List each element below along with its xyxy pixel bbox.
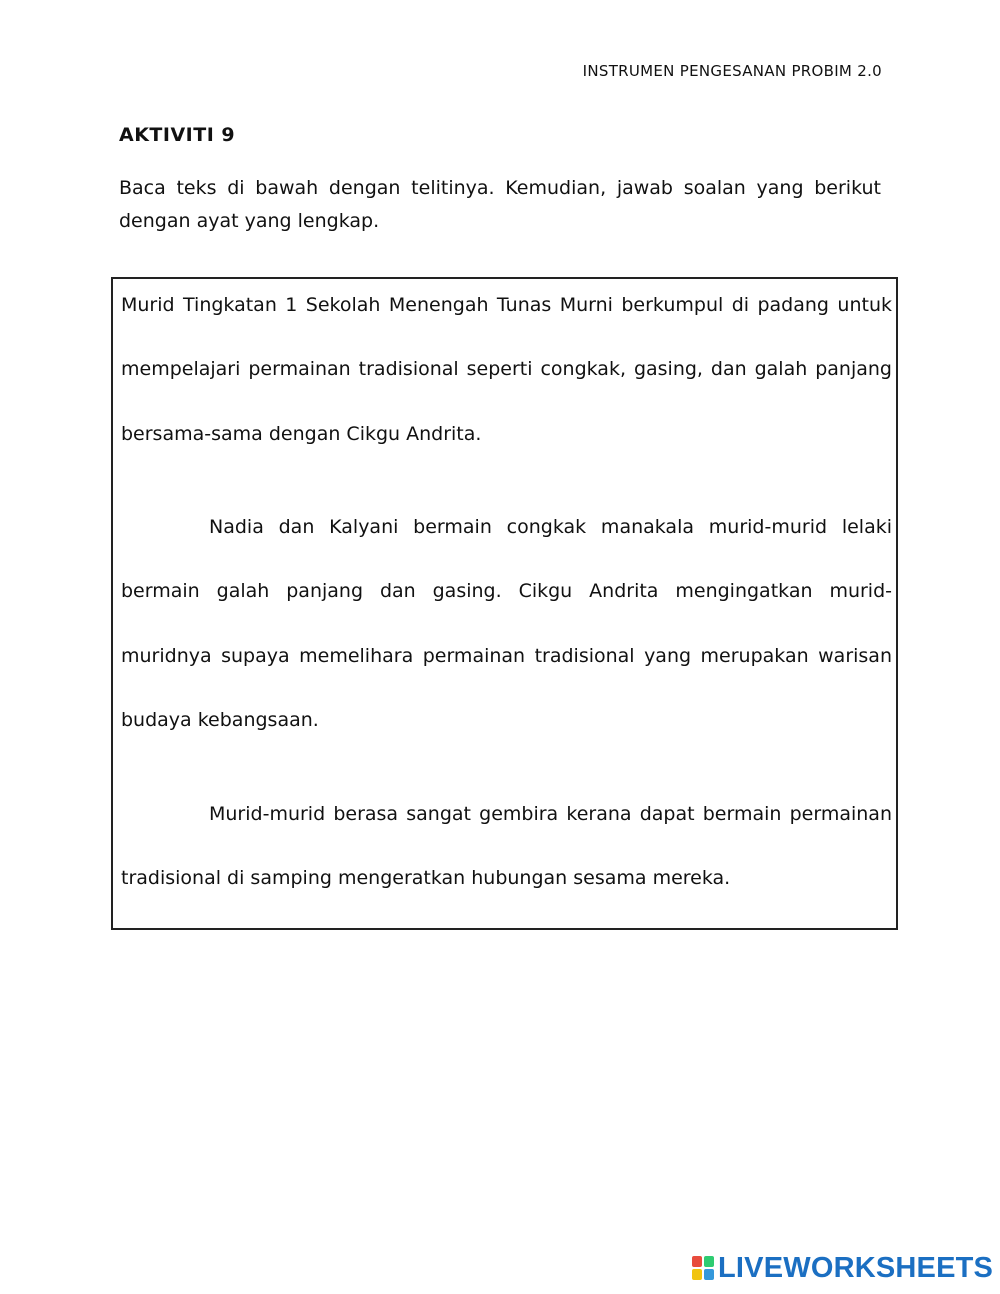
- passage-box: [111, 277, 898, 930]
- activity-title: AKTIVITI 9: [119, 124, 236, 146]
- passage-paragraph-1: Murid Tingkatan 1 Sekolah Menengah Tunas Murni berkumpul di padang untuk mempelajari permainan tradisional seperti congkak, gasing, dan galah panjang bersama-sama dengan Cikgu Andrita.: [121, 294, 892, 445]
- passage-paragraph-3: Murid-murid berasa sangat gembira kerana dapat bermain permainan tradisional di samping mengeratkan hubungan sesama mereka.: [121, 803, 892, 890]
- activity-instruction: Baca teks di bawah dengan telitinya. Kemudian, jawab soalan yang berikut dengan ayat yang lengkap.: [119, 177, 881, 232]
- liveworksheets-logo-icon: [692, 1256, 714, 1280]
- brand-name: LIVEWORKSHEETS: [718, 1251, 994, 1284]
- logo-block-red: [692, 1256, 702, 1267]
- passage-paragraph-2: Nadia dan Kalyani bermain congkak manakala murid-murid lelaki bermain galah panjang dan gasing. Cikgu Andrita mengingatkan murid-muridnya supaya memelihara permainan tradisional yang merupakan warisan budaya kebangsaan.: [121, 516, 892, 731]
- logo-block-green: [704, 1256, 714, 1267]
- logo-block-blue: [704, 1269, 714, 1280]
- page-header-code: INSTRUMEN PENGESANAN PROBIM 2.0: [582, 62, 882, 80]
- logo-block-yellow: [692, 1269, 702, 1280]
- brand-footer[interactable]: [692, 1253, 993, 1283]
